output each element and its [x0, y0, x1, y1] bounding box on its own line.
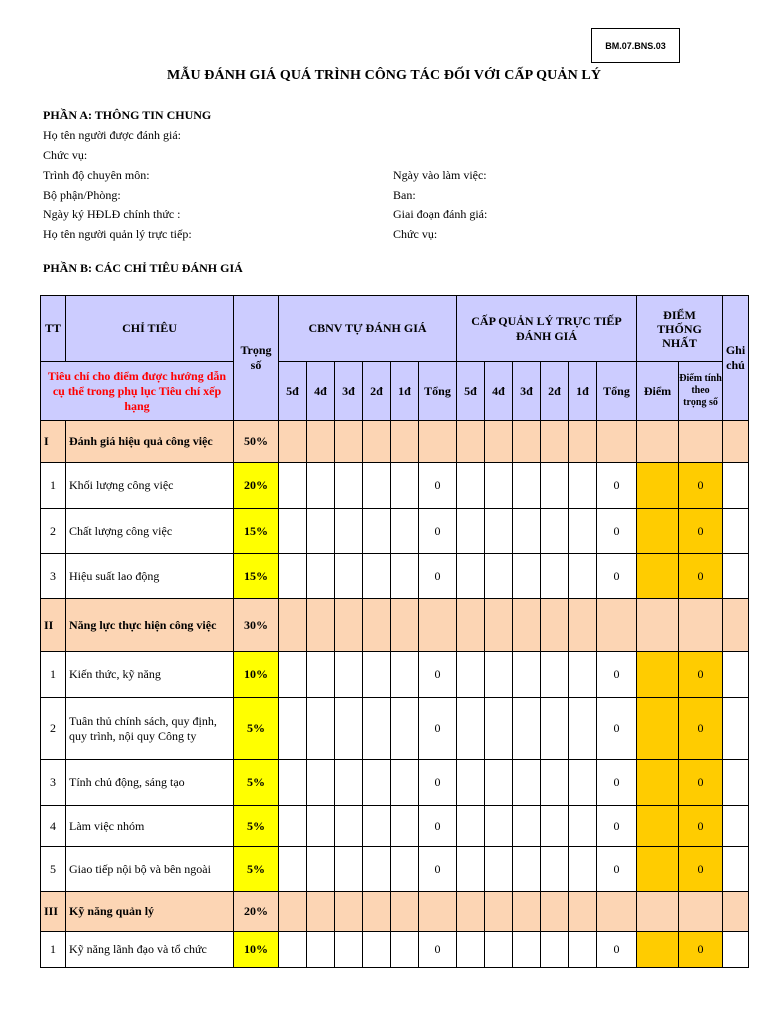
mgr-score-cell[interactable]: [569, 509, 597, 554]
section-name: Kỹ năng quản lý: [66, 892, 234, 932]
self-col-1: 1đ: [391, 362, 419, 421]
weighted-score-col: Điểm tính theo trọng số: [679, 362, 723, 421]
unified-score-cell[interactable]: [637, 932, 679, 968]
empty-cell[interactable]: [637, 599, 679, 652]
empty-cell[interactable]: [569, 892, 597, 932]
weighted-score: 0: [679, 463, 723, 509]
note-cell[interactable]: [723, 554, 749, 599]
self-total: 0: [419, 806, 457, 847]
unified-score-cell[interactable]: [637, 509, 679, 554]
self-total: 0: [419, 652, 457, 698]
self-score-cell[interactable]: [279, 932, 307, 968]
mgr-score-cell[interactable]: [569, 652, 597, 698]
weighted-score: 0: [679, 554, 723, 599]
form-code: BM.07.BNS.03: [591, 28, 680, 63]
mgr-col-total: Tổng: [597, 362, 637, 421]
section-weight: 30%: [234, 599, 279, 652]
self-score-cell[interactable]: [335, 463, 363, 509]
unified-score-cell[interactable]: [637, 698, 679, 760]
self-score-cell[interactable]: [391, 463, 419, 509]
empty-cell[interactable]: [391, 892, 419, 932]
empty-cell[interactable]: [279, 421, 307, 463]
mgr-score-cell[interactable]: [513, 463, 541, 509]
mgr-score-cell[interactable]: [513, 554, 541, 599]
note-cell[interactable]: [723, 509, 749, 554]
empty-cell[interactable]: [723, 421, 749, 463]
mgr-score-cell[interactable]: [569, 463, 597, 509]
mgr-score-cell[interactable]: [485, 509, 513, 554]
criteria-guidance: Tiêu chí cho điểm được hướng dẫn cụ thể trong phụ lục Tiêu chí xếp hạng: [41, 362, 234, 421]
section-no: II: [41, 599, 66, 652]
unified-score-cell[interactable]: [637, 760, 679, 806]
mgr-score-cell[interactable]: [513, 760, 541, 806]
empty-cell[interactable]: [363, 421, 391, 463]
mgr-total: 0: [597, 652, 637, 698]
self-score-cell[interactable]: [307, 760, 335, 806]
self-score-cell[interactable]: [391, 554, 419, 599]
unified-score-cell[interactable]: [637, 847, 679, 892]
weighted-score: 0: [679, 847, 723, 892]
field-position: Chức vụ:: [43, 148, 88, 162]
mgr-score-cell[interactable]: [513, 652, 541, 698]
item-weight: 10%: [234, 932, 279, 968]
item-weight: 10%: [234, 652, 279, 698]
self-score-cell[interactable]: [363, 509, 391, 554]
mgr-col-3: 3đ: [513, 362, 541, 421]
self-score-cell[interactable]: [363, 932, 391, 968]
empty-cell[interactable]: [597, 421, 637, 463]
note-cell[interactable]: [723, 463, 749, 509]
field-start-date: Ngày vào làm việc:: [393, 168, 487, 182]
mgr-score-cell[interactable]: [541, 847, 569, 892]
mgr-score-cell[interactable]: [513, 509, 541, 554]
empty-cell[interactable]: [363, 892, 391, 932]
mgr-score-cell[interactable]: [457, 698, 485, 760]
empty-cell[interactable]: [485, 892, 513, 932]
item-row: [41, 698, 749, 760]
empty-cell[interactable]: [637, 421, 679, 463]
self-score-cell[interactable]: [335, 806, 363, 847]
unified-score-cell[interactable]: [637, 652, 679, 698]
self-score-cell[interactable]: [307, 806, 335, 847]
mgr-score-cell[interactable]: [485, 698, 513, 760]
item-row: [41, 652, 749, 698]
mgr-col-4: 4đ: [485, 362, 513, 421]
empty-cell[interactable]: [307, 421, 335, 463]
mgr-score-cell[interactable]: [485, 847, 513, 892]
weighted-score: 0: [679, 760, 723, 806]
empty-cell[interactable]: [307, 892, 335, 932]
item-name: Làm việc nhóm: [66, 806, 234, 847]
section-weight: 20%: [234, 892, 279, 932]
empty-cell[interactable]: [723, 599, 749, 652]
empty-cell[interactable]: [637, 892, 679, 932]
self-score-cell[interactable]: [307, 554, 335, 599]
mgr-score-cell[interactable]: [569, 847, 597, 892]
self-score-cell[interactable]: [391, 509, 419, 554]
self-score-cell[interactable]: [335, 698, 363, 760]
item-row: [41, 806, 749, 847]
item-no: 1: [41, 652, 66, 698]
weighted-score: 0: [679, 932, 723, 968]
item-name: Chất lượng công việc: [66, 509, 234, 554]
item-row: [41, 932, 749, 968]
field-qualification: Trình độ chuyên môn:: [43, 168, 150, 182]
weighted-score: 0: [679, 698, 723, 760]
mgr-score-cell[interactable]: [569, 806, 597, 847]
mgr-score-cell[interactable]: [485, 806, 513, 847]
mgr-col-2: 2đ: [541, 362, 569, 421]
self-score-cell[interactable]: [335, 847, 363, 892]
part-a-heading: PHẦN A: THÔNG TIN CHUNG: [43, 108, 212, 122]
mgr-score-cell[interactable]: [541, 698, 569, 760]
empty-cell[interactable]: [541, 599, 569, 652]
self-score-cell[interactable]: [279, 554, 307, 599]
field-manager-name: Họ tên người quản lý trực tiếp:: [43, 227, 192, 241]
item-name: Khối lượng công việc: [66, 463, 234, 509]
mgr-score-cell[interactable]: [485, 932, 513, 968]
mgr-score-cell[interactable]: [541, 932, 569, 968]
note-cell[interactable]: [723, 760, 749, 806]
mgr-score-cell[interactable]: [569, 698, 597, 760]
self-score-cell[interactable]: [307, 847, 335, 892]
empty-cell[interactable]: [597, 892, 637, 932]
empty-cell[interactable]: [569, 599, 597, 652]
mgr-score-cell[interactable]: [485, 652, 513, 698]
empty-cell[interactable]: [569, 421, 597, 463]
empty-cell[interactable]: [513, 421, 541, 463]
empty-cell[interactable]: [597, 599, 637, 652]
field-manager-position: Chức vụ:: [393, 227, 438, 241]
item-row: [41, 463, 749, 509]
item-row: [41, 554, 749, 599]
self-score-cell[interactable]: [363, 760, 391, 806]
empty-cell[interactable]: [457, 421, 485, 463]
section-weight: 50%: [234, 421, 279, 463]
self-score-cell[interactable]: [391, 847, 419, 892]
field-evaluation-period: Giai đoạn đánh giá:: [393, 207, 488, 221]
item-row: [41, 509, 749, 554]
item-name: Giao tiếp nội bộ và bên ngoài: [66, 847, 234, 892]
empty-cell[interactable]: [457, 892, 485, 932]
self-score-cell[interactable]: [363, 806, 391, 847]
self-score-cell[interactable]: [279, 847, 307, 892]
self-score-cell[interactable]: [335, 932, 363, 968]
empty-cell[interactable]: [363, 599, 391, 652]
self-score-cell[interactable]: [391, 932, 419, 968]
empty-cell[interactable]: [513, 599, 541, 652]
mgr-score-cell[interactable]: [457, 760, 485, 806]
empty-cell[interactable]: [335, 892, 363, 932]
section-row: [41, 599, 749, 652]
self-score-cell[interactable]: [279, 760, 307, 806]
empty-cell[interactable]: [541, 892, 569, 932]
mgr-score-cell[interactable]: [457, 554, 485, 599]
self-total: 0: [419, 760, 457, 806]
self-score-cell[interactable]: [335, 760, 363, 806]
mgr-score-cell[interactable]: [569, 760, 597, 806]
self-score-cell[interactable]: [335, 554, 363, 599]
mgr-score-cell[interactable]: [541, 760, 569, 806]
mgr-total: 0: [597, 463, 637, 509]
item-no: 3: [41, 760, 66, 806]
note-cell[interactable]: [723, 847, 749, 892]
item-no: 1: [41, 463, 66, 509]
mgr-score-cell[interactable]: [541, 509, 569, 554]
self-score-cell[interactable]: [391, 652, 419, 698]
self-total: 0: [419, 932, 457, 968]
empty-cell[interactable]: [679, 421, 723, 463]
mgr-score-cell[interactable]: [541, 806, 569, 847]
field-evaluee-name: Họ tên người được đánh giá:: [43, 128, 182, 142]
weighted-score: 0: [679, 509, 723, 554]
self-score-cell[interactable]: [307, 698, 335, 760]
self-score-cell[interactable]: [363, 463, 391, 509]
empty-cell[interactable]: [279, 599, 307, 652]
item-no: 2: [41, 698, 66, 760]
mgr-score-cell[interactable]: [541, 463, 569, 509]
self-total: 0: [419, 698, 457, 760]
mgr-score-cell[interactable]: [513, 847, 541, 892]
item-no: 2: [41, 509, 66, 554]
field-contract-date: Ngày ký HĐLĐ chính thức :: [43, 207, 181, 221]
item-weight: 15%: [234, 554, 279, 599]
mgr-score-cell[interactable]: [569, 554, 597, 599]
self-score-cell[interactable]: [307, 509, 335, 554]
mgr-score-cell[interactable]: [569, 932, 597, 968]
item-name: Tuân thủ chính sách, quy định, quy trình, nội quy Công ty: [66, 698, 234, 760]
item-weight: 5%: [234, 698, 279, 760]
self-score-cell[interactable]: [391, 806, 419, 847]
self-score-cell[interactable]: [279, 652, 307, 698]
self-score-cell[interactable]: [363, 652, 391, 698]
self-score-cell[interactable]: [307, 463, 335, 509]
header-chi-tieu: CHỈ TIÊU: [66, 296, 234, 362]
empty-cell[interactable]: [513, 892, 541, 932]
self-score-cell[interactable]: [307, 652, 335, 698]
self-score-cell[interactable]: [363, 554, 391, 599]
self-col-3: 3đ: [335, 362, 363, 421]
mgr-score-cell[interactable]: [457, 463, 485, 509]
note-cell[interactable]: [723, 932, 749, 968]
item-row: [41, 847, 749, 892]
page-title: MẪU ĐÁNH GIÁ QUÁ TRÌNH CÔNG TÁC ĐỐI VỚI CẤP QUẢN LÝ: [166, 68, 602, 83]
self-col-4: 4đ: [307, 362, 335, 421]
self-col-5: 5đ: [279, 362, 307, 421]
empty-cell[interactable]: [457, 599, 485, 652]
self-score-cell[interactable]: [391, 760, 419, 806]
mgr-total: 0: [597, 806, 637, 847]
item-no: 1: [41, 932, 66, 968]
self-score-cell[interactable]: [307, 932, 335, 968]
self-score-cell[interactable]: [279, 509, 307, 554]
empty-cell[interactable]: [279, 892, 307, 932]
self-total: 0: [419, 463, 457, 509]
item-name: Kiến thức, kỹ năng: [66, 652, 234, 698]
section-no: I: [41, 421, 66, 463]
empty-cell[interactable]: [485, 421, 513, 463]
header-weight: Trọng số: [234, 296, 279, 421]
weighted-score: 0: [679, 652, 723, 698]
mgr-total: 0: [597, 932, 637, 968]
self-total: 0: [419, 509, 457, 554]
empty-cell[interactable]: [679, 892, 723, 932]
mgr-score-cell[interactable]: [541, 554, 569, 599]
item-weight: 15%: [234, 509, 279, 554]
empty-cell[interactable]: [419, 892, 457, 932]
mgr-score-cell[interactable]: [457, 847, 485, 892]
mgr-col-5: 5đ: [457, 362, 485, 421]
item-weight: 20%: [234, 463, 279, 509]
mgr-score-cell[interactable]: [485, 463, 513, 509]
self-score-cell[interactable]: [335, 652, 363, 698]
empty-cell[interactable]: [307, 599, 335, 652]
field-department: Bộ phận/Phòng:: [43, 188, 121, 202]
empty-cell[interactable]: [391, 599, 419, 652]
item-row: [41, 760, 749, 806]
mgr-score-cell[interactable]: [541, 652, 569, 698]
item-weight: 5%: [234, 806, 279, 847]
unified-score-cell[interactable]: [637, 806, 679, 847]
header-unified-score: ĐIỂM THỐNG NHẤT: [637, 296, 723, 362]
note-cell[interactable]: [723, 652, 749, 698]
unified-score-cell[interactable]: [637, 463, 679, 509]
self-total: 0: [419, 554, 457, 599]
mgr-score-cell[interactable]: [485, 554, 513, 599]
self-col-2: 2đ: [363, 362, 391, 421]
empty-cell[interactable]: [335, 421, 363, 463]
header-manager-evaluation: CẤP QUẢN LÝ TRỰC TIẾP ĐÁNH GIÁ: [457, 296, 637, 362]
mgr-total: 0: [597, 554, 637, 599]
mgr-score-cell[interactable]: [485, 760, 513, 806]
mgr-score-cell[interactable]: [457, 932, 485, 968]
mgr-score-cell[interactable]: [513, 932, 541, 968]
self-score-cell[interactable]: [279, 806, 307, 847]
self-score-cell[interactable]: [363, 698, 391, 760]
mgr-score-cell[interactable]: [513, 698, 541, 760]
section-row: [41, 421, 749, 463]
mgr-total: 0: [597, 509, 637, 554]
unified-score-col: Điểm: [637, 362, 679, 421]
self-score-cell[interactable]: [391, 698, 419, 760]
self-col-total: Tổng: [419, 362, 457, 421]
section-no: III: [41, 892, 66, 932]
note-cell[interactable]: [723, 806, 749, 847]
empty-cell[interactable]: [391, 421, 419, 463]
section-name: Năng lực thực hiện công việc: [66, 599, 234, 652]
item-no: 4: [41, 806, 66, 847]
mgr-col-1: 1đ: [569, 362, 597, 421]
note-cell[interactable]: [723, 698, 749, 760]
item-no: 3: [41, 554, 66, 599]
item-name: Tính chủ động, sáng tạo: [66, 760, 234, 806]
item-name: Kỹ năng lãnh đạo và tổ chức: [66, 932, 234, 968]
empty-cell[interactable]: [541, 421, 569, 463]
self-score-cell[interactable]: [279, 698, 307, 760]
mgr-score-cell[interactable]: [457, 509, 485, 554]
field-division: Ban:: [393, 188, 416, 202]
empty-cell[interactable]: [679, 599, 723, 652]
section-name: Đánh giá hiệu quả công việc: [66, 421, 234, 463]
weighted-score: 0: [679, 806, 723, 847]
item-no: 5: [41, 847, 66, 892]
evaluation-table: [40, 295, 749, 968]
header-self-evaluation: CBNV TỰ ĐÁNH GIÁ: [279, 296, 457, 362]
empty-cell[interactable]: [723, 892, 749, 932]
item-name: Hiệu suất lao động: [66, 554, 234, 599]
empty-cell[interactable]: [335, 599, 363, 652]
self-total: 0: [419, 847, 457, 892]
mgr-total: 0: [597, 847, 637, 892]
empty-cell[interactable]: [419, 599, 457, 652]
header-note: Ghi chú: [723, 296, 749, 421]
item-weight: 5%: [234, 847, 279, 892]
empty-cell[interactable]: [485, 599, 513, 652]
mgr-total: 0: [597, 760, 637, 806]
item-weight: 5%: [234, 760, 279, 806]
mgr-score-cell[interactable]: [513, 806, 541, 847]
part-b-heading: PHẦN B: CÁC CHỈ TIÊU ĐÁNH GIÁ: [43, 261, 243, 275]
empty-cell[interactable]: [419, 421, 457, 463]
self-score-cell[interactable]: [335, 509, 363, 554]
mgr-total: 0: [597, 698, 637, 760]
mgr-score-cell[interactable]: [457, 806, 485, 847]
unified-score-cell[interactable]: [637, 554, 679, 599]
self-score-cell[interactable]: [363, 847, 391, 892]
section-row: [41, 892, 749, 932]
header-tt: TT: [41, 296, 66, 362]
self-score-cell[interactable]: [279, 463, 307, 509]
mgr-score-cell[interactable]: [457, 652, 485, 698]
